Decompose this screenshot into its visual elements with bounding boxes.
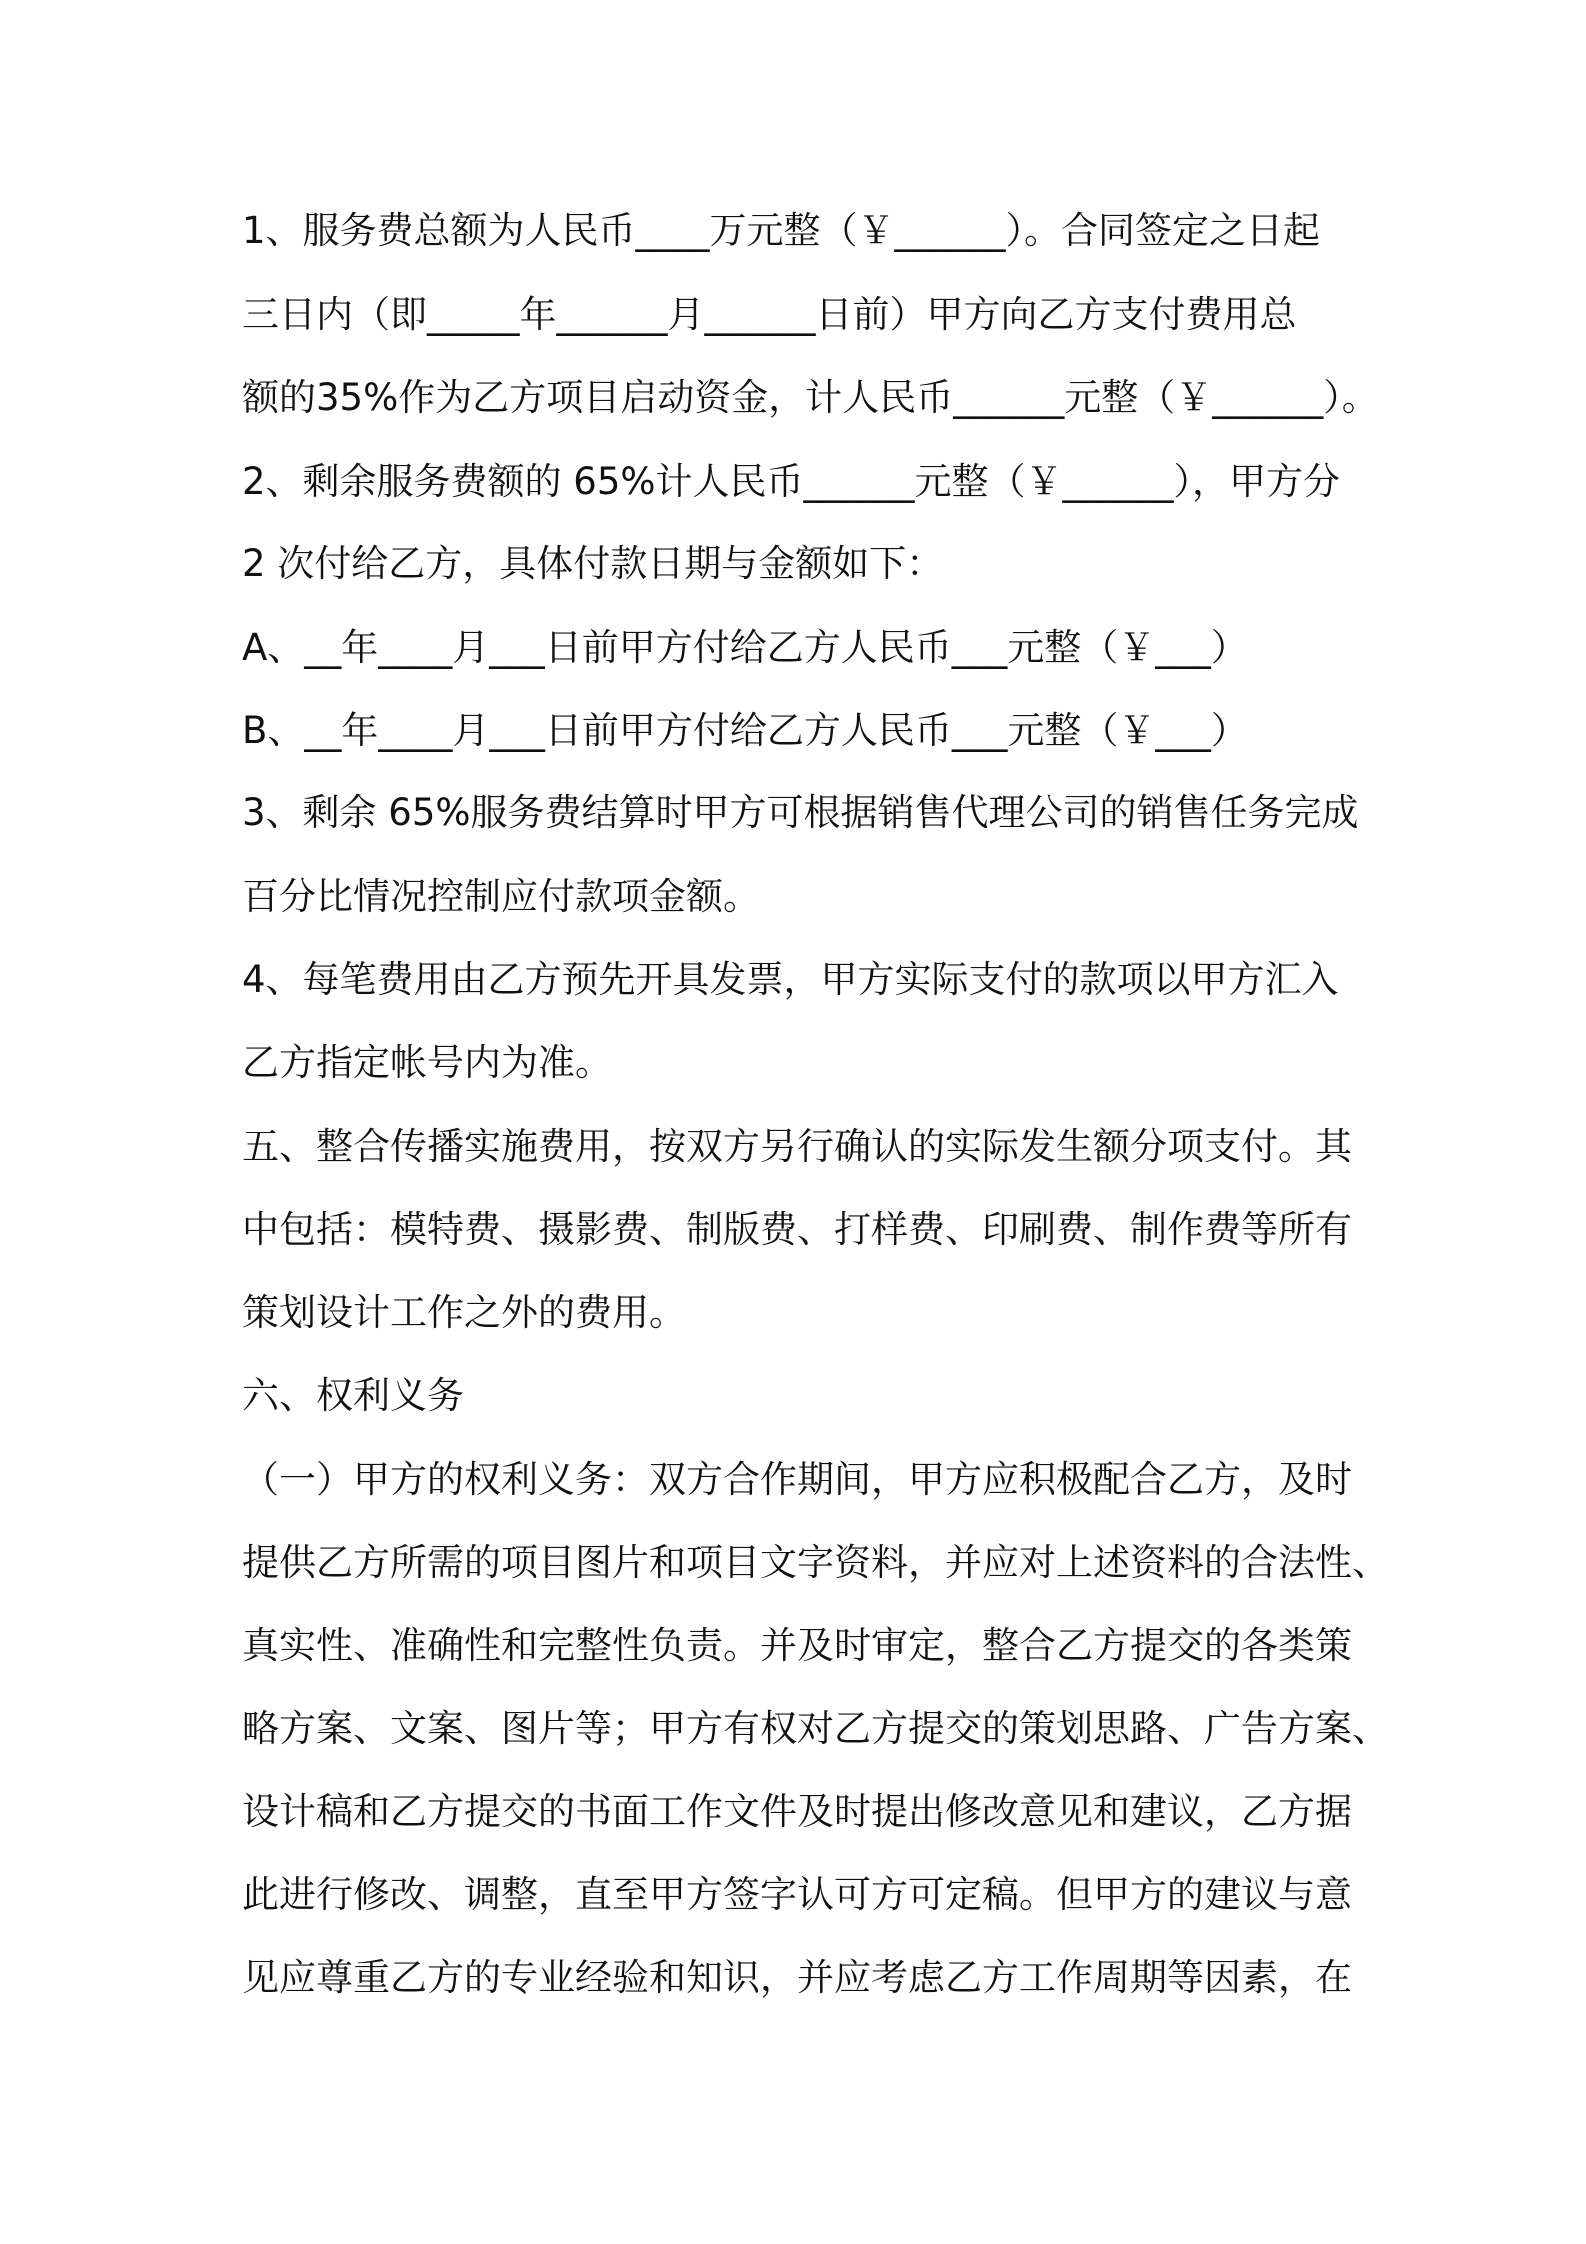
text-line: 提供乙方所需的项目图片和项目文字资料，并应对上述资料的合法性、 (242, 1541, 1389, 1584)
text-line: 五、整合传播实施费用，按双方另行确认的实际发生额分项支付。其 (242, 1125, 1352, 1168)
section-heading: 六、权利义务 (242, 1374, 464, 1417)
text-line: 此进行修改、调整，直至甲方签字认可方可定稿。但甲方的建议与意 (242, 1873, 1352, 1916)
text-line: 设计稿和乙方提交的书面工作文件及时提出修改意见和建议，乙方据 (242, 1790, 1352, 1833)
text-line: 2 次付给乙方，具体付款日期与金额如下： (242, 542, 944, 585)
text-line: 中包括：模特费、摄影费、制版费、打样费、印刷费、制作费等所有 (242, 1208, 1352, 1251)
text-line: 乙方指定帐号内为准。 (242, 1041, 612, 1084)
text-line: 额的35%作为乙方项目启动资金，计人民币______元整（￥______）。 (242, 376, 1379, 419)
text-line: 4、每笔费用由乙方预先开具发票，甲方实际支付的款项以甲方汇入 (242, 958, 1339, 1001)
text-line: 真实性、准确性和完整性负责。并及时审定，整合乙方提交的各类策 (242, 1624, 1352, 1667)
text-line: 2、剩余服务费额的 65%计人民币______元整（￥______），甲方分 (242, 460, 1341, 503)
text-line: （一）甲方的权利义务：双方合作期间，甲方应积极配合乙方，及时 (242, 1458, 1352, 1501)
text-line: 三日内（即_____年______月______日前）甲方向乙方支付费用总 (242, 293, 1297, 336)
text-line: 3、剩余 65%服务费结算时甲方可根据销售代理公司的销售任务完成 (242, 791, 1359, 834)
text-line: 百分比情况控制应付款项金额。 (242, 875, 760, 918)
text-line: 略方案、文案、图片等；甲方有权对乙方提交的策划思路、广告方案、 (242, 1707, 1389, 1750)
text-line: 策划设计工作之外的费用。 (242, 1291, 686, 1334)
text-line: 1、服务费总额为人民币____万元整（￥______）。合同签定之日起 (242, 209, 1321, 252)
text-line: B、__年____月___日前甲方付给乙方人民币___元整（￥___） (242, 709, 1248, 752)
text-line: A、__年____月___日前甲方付给乙方人民币___元整（￥___） (242, 626, 1248, 669)
text-line: 见应尊重乙方的专业经验和知识，并应考虑乙方工作周期等因素，在 (242, 1956, 1352, 1999)
